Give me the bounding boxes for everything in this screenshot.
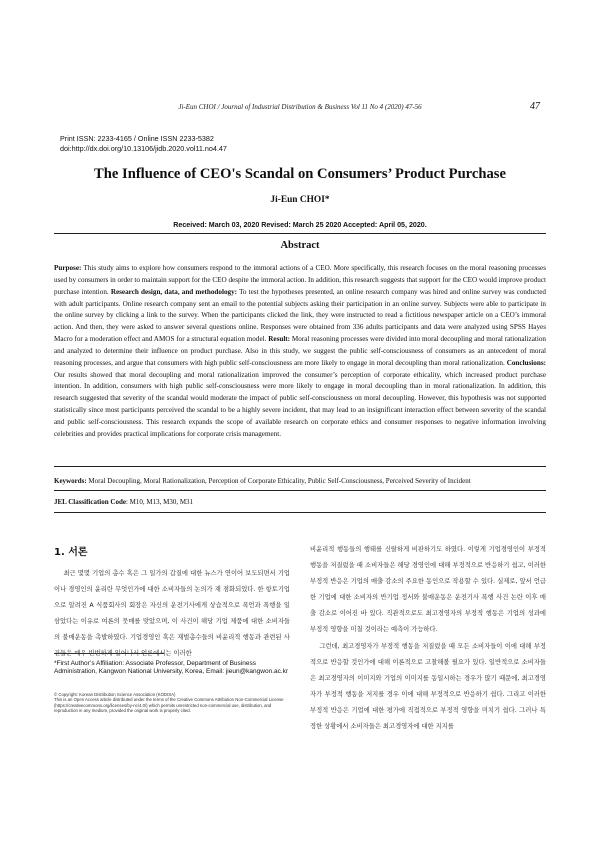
- issn-line: Print ISSN: 2233-4165 / Online ISSN 2233-5382: [60, 134, 214, 143]
- divider: [54, 512, 546, 513]
- design-label: Research design, data, and methodology:: [108, 287, 238, 296]
- keywords: [54, 476, 546, 486]
- footnote-affiliation: *First Author’s Affiliation: Associate Professor, Department of Business Administration, Kangwon National University, Korea, Email: jieun@kangwon.ac.kr: [54, 660, 289, 675]
- keywords-label: Keywords:: [54, 477, 87, 485]
- footnote-license: [54, 692, 290, 713]
- keywords-text: Moral Decoupling, Moral Rationalization, Perception of Corporate Ethicality, Public Self-Consciousness, Perceived Severity of Incident: [86, 477, 471, 485]
- abstract-body: [54, 263, 546, 441]
- paper-title: The Influence of CEO's Scandal on Consumers’ Product Purchase: [94, 166, 506, 182]
- footnote-rule: [54, 653, 164, 654]
- doi-link[interactable]: doi:http://dx.doi.org/10.13106/jidb.2020.vol11.no4.47: [60, 143, 227, 153]
- result-label: Result:: [266, 335, 291, 344]
- jel-label: JEL Classification Code: [54, 498, 126, 506]
- jel-text: : M10, M13, M30, M31: [125, 498, 194, 506]
- result-text: Moral reasoning processes were divided into moral decoupling and moral rationalization and analyzed to determine their influence on product purchase. Also in this study, we suggest the public self-consciousness of consumers as an antecedent of moral reasoning processes, and argue that consumers with high public self-consciousness are more likely to engage in moral decoupling than moral rationalization.: [54, 335, 547, 367]
- section-heading: 1. 서론: [54, 547, 88, 558]
- conclusion-label: Conclusions:: [504, 358, 546, 367]
- running-head: Ji-Eun CHOI / Journal of Industrial Distribution & Business Vol 11 No 4 (2020) 47-56: [178, 103, 422, 111]
- issn-block: [60, 134, 227, 153]
- purpose-text: This study aims to explore how consumers respond to the immoral actions of a CEO. More specifically, this research focuses on the moral reasoning processes used by consumers in order to maintain support for the CEO despite the immoral action. In addition, this research suggests that support for the CEO would improve product purchase intention.: [54, 264, 546, 296]
- purpose-label: Purpose:: [54, 264, 82, 272]
- design-text: To test the hypotheses presented, an online research company was hired and online survey was conducted with adult participants. Online research company sent an email to the potential subjects asking their participation in an online survey. Subjects were able to participate in the online survey by clicking a link to the survey. When the participants clicked the link, they were instructed to read a fictitious newspaper article on a CEO’s immoral action. And then, they were asked to answer several questions online. Responses were obtained from 336 adults participants and data were analyzed using SPSS Hayes Macro for a moderation effect and AMOS for a structural equation model.: [54, 287, 546, 344]
- body-paragraph: 최근 몇몇 기업의 총수 혹은 그 일가의 갑질에 대한 뉴스가 연이어 보도되면서 기업이나 경영인의 윤리란 무엇인가에 대한 소비자들의 논의가 재 점화되었다. 한 항토기업으로 알려진 A 식품회사의 회장은 자신의 운전기사에게 상습적으로 폭언과 폭행을 일삼았다는 이유로 여론의 뭇매를 맞았으며, 이 사건이 해당 기업 제품에 대한 소비자들의 불매운동을 촉발하였다. 기업경영인 혹은 재벌총수들의 비윤리적 행동과 관련된 사건들은 매우 빈번하게 일어나서 언론에서는 이러한: [54, 570, 290, 658]
- copyright-line: © Copyright: Korean Distribution Science Association (KODISA): [54, 692, 176, 697]
- divider: [54, 490, 546, 491]
- author-name: Ji-Eun CHOI*: [270, 195, 330, 205]
- body-paragraph: 그런데, 최고경영자가 부정적 행동을 저질렀을 때 모든 소비자들이 이에 대해 부정적으로 반응할 것인가에 대해 이론적으로 고찰해볼 필요가 있다. 일반적으로 소비자들은 최고경영자의 이미지와 기업의 이미지를 동일시하는 경우가 많기 때문에, 최고경영자가 부정적 행동을 저지를 경우 이에 대해 부정적으로 반응하기 쉽다. 그리고 이러한 부정적 반응은 기업에 대한 평가에 직접적으로 부정적 영향을 미치기 쉽다. 그러나 특정한 상황에서 소비자들은 최고경영자에 대한 지지를: [310, 642, 546, 731]
- jel-codes: [54, 497, 546, 507]
- divider: [54, 233, 546, 234]
- page-number: 47: [530, 101, 540, 112]
- abstract-heading: Abstract: [280, 240, 320, 251]
- right-column: [310, 542, 546, 735]
- body-paragraph: 비윤리적 행동들의 행태를 신랄하게 비판하기도 하였다. 이렇게 기업경영인이 부정적 행동을 저질렀을 때 소비자들은 해당 경영인에 대해 부정적으로 반응하기 쉽고, 이러한 부정적 반응은 기업의 매출 감소의 주요한 동인으로 작용할 수 있다. 실제로, 앞서 언급한 기업에 대한 소비자의 반기업 정서와 불매운동은 운전기사 폭행 사건 논란 이후 매출 감소로 이어진 바 있다. 직관적으로도 최고경영자의 부정적 행동은 기업의 성과에 부정적 영향을 미칠 것이라는 예측이 가능하다.: [310, 546, 546, 634]
- license-text: This is an Open Access article distributed under the terms of the Creative Commons Attribution Non-Commercial License (https://creativecommons.org/licenses/by-nc/4.0/) which permits unrestricted non-commercial use, distribution, and reproduction in any medium, provided the original work is properly cited.: [54, 697, 284, 713]
- conclusion-text: Our results showed that moral decoupling and moral rationalization improved the consumer’s perception of corporate ethicality, which increased product purchase intention. In addition, consumers with high public self-consciousness were more likely to engage in moral decoupling than in moral rationalization. In addition, this research suggested that severity of the scandal would moderate the impact of public self-consciousness on moral decoupling. However, this hypothesis was not supported statistically since most participants perceived the scandal to be a highly severe incident, that may lead to an insignificant interaction effect between severity of the scandal and public self-consciousness. This research expands the scope of available research on corporate ethics and consumer responses to negative information involving celebrities and provides practical implications for corporate crisis management.: [54, 370, 546, 438]
- divider: [54, 466, 546, 467]
- left-column: [54, 566, 290, 663]
- publication-dates: Received: March 03, 2020 Revised: March 25 2020 Accepted: April 05, 2020.: [173, 221, 427, 229]
